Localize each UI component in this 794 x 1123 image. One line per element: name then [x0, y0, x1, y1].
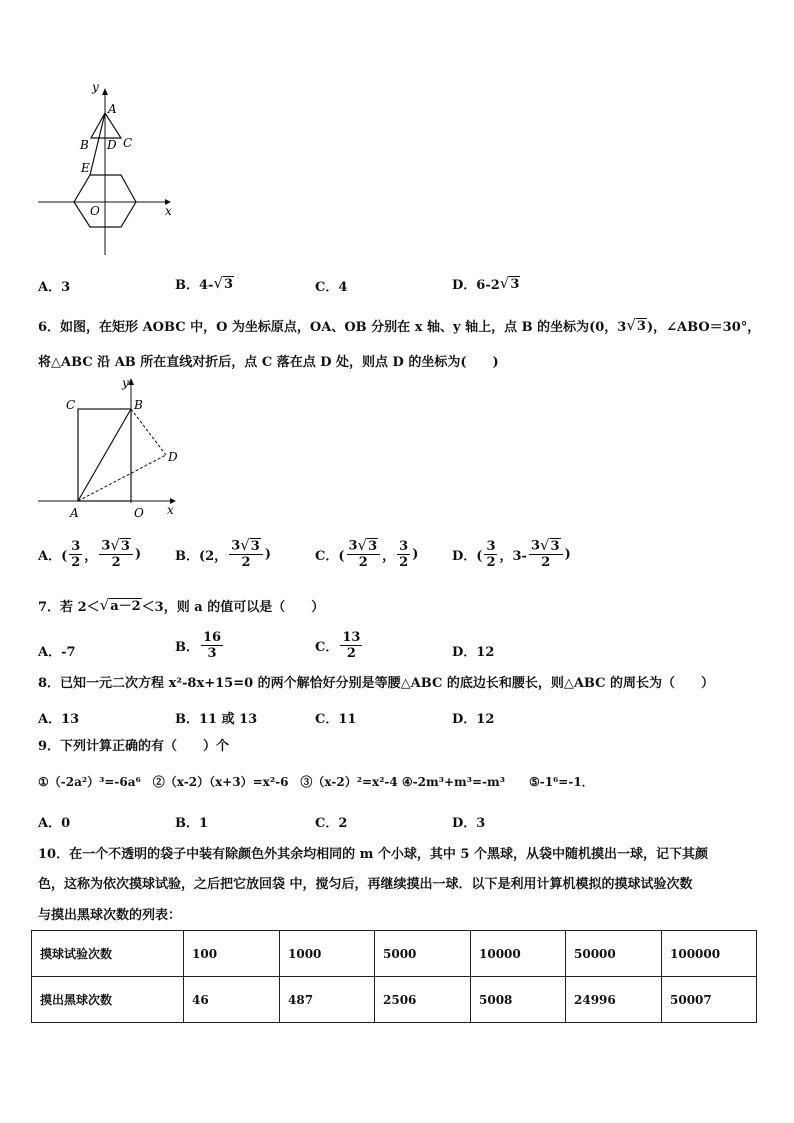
q6-stem-line1: 6．如图，在矩形 AOBC 中，O 为坐标原点，OA、OB 分别在 x 轴、y 轴上，点 B 的坐标为(0，3 √ 3 )，∠ABO＝30°， [38, 315, 761, 335]
table-row [32, 977, 757, 1023]
diagonal-ab [78, 409, 131, 501]
q6-figure [30, 375, 190, 525]
q5-option-b[interactable]: B．4- √ 3 [175, 273, 234, 293]
fraction: 3 √ 3 2 [229, 538, 263, 570]
q6-option-c[interactable]: C．( 3 √ 3 2 ， $\frac{3}{2}$ ) [315, 536, 419, 570]
q8-option-a[interactable]: A．13 [38, 712, 80, 727]
q8-option-d[interactable]: D．12 [452, 712, 495, 727]
q9-option-b[interactable]: B．1 [175, 816, 209, 831]
table-cell: 5008 [471, 977, 566, 1023]
table-cell: 46 [184, 977, 280, 1023]
sqrt: √ a－2 [99, 595, 141, 614]
label-o: O [134, 506, 144, 520]
table-cell: 5000 [375, 931, 471, 977]
q10-stem-line3: 与摸出黑球次数的列表： [38, 908, 182, 923]
q5-option-a[interactable]: A．3 [38, 280, 71, 295]
table-row [32, 931, 757, 977]
table-cell: 100000 [662, 931, 757, 977]
label-c: C [66, 398, 76, 412]
label-b: B [134, 398, 143, 412]
label-y: y [92, 80, 99, 94]
label-d: D [168, 450, 178, 464]
q8-stem: 8．已知一元二次方程 x²-8x+15=0 的两个解恰好分别是等腰△ABC 的底边长和腰长，则△ABC 的周长为（ ） [38, 676, 715, 691]
table-cell: 摸出黑球次数 [32, 977, 184, 1023]
table-cell: 2506 [375, 977, 471, 1023]
q7-stem: 7．若 2＜ √ a－2 ＜3，则 a 的值可以是（ ） [38, 595, 325, 615]
table-cell: 摸球试验次数 [32, 931, 184, 977]
q9-stem: 9．下列计算正确的有（ ）个 [38, 739, 230, 754]
table-cell: 24996 [566, 977, 662, 1023]
label-y: y [122, 376, 129, 390]
q6-option-d[interactable]: D．( $\frac{3}{2}$ ，3- 3 √ 3 2 ) [452, 536, 571, 570]
q6-option-b[interactable]: B．(2， 3 √ 3 2 ) [175, 536, 271, 570]
q9-option-d[interactable]: D．3 [452, 816, 486, 831]
label-b: B [80, 138, 89, 152]
label-o: O [90, 204, 100, 218]
label-e: E [81, 161, 90, 175]
table-cell: 100 [184, 931, 280, 977]
q5-option-d[interactable]: D．6-2 √ 3 [452, 273, 520, 293]
fraction: 3 √ 3 2 [529, 538, 563, 570]
triangle-abc [91, 113, 121, 138]
label-a: A [70, 506, 79, 520]
label-c: C [123, 136, 133, 150]
q10-table [31, 930, 757, 1023]
label-x: x [167, 503, 174, 517]
q7-option-c[interactable]: C． $\frac{13}{2}$ [315, 630, 361, 661]
q6-option-a[interactable]: A．( $\frac{3}{2}$ ， 3 √ 3 2 ) [38, 536, 142, 570]
y-axis-arrow [102, 88, 108, 95]
label-d: D [107, 138, 117, 152]
table-cell: 50000 [566, 931, 662, 977]
q8-option-b[interactable]: B．11 或 13 [175, 712, 258, 727]
table-cell: 487 [280, 977, 375, 1023]
table-cell: 10000 [471, 931, 566, 977]
sqrt: √ 3 [213, 273, 234, 292]
fraction: $\frac{16}{3}$ [203, 630, 222, 661]
table-cell: 50007 [662, 977, 757, 1023]
segment-ae [90, 113, 105, 175]
q9-option-c[interactable]: C．2 [315, 816, 348, 831]
q7-option-b[interactable]: B． $\frac{16}{3}$ [175, 630, 222, 661]
fraction: $\frac{3}{2}$ [399, 538, 409, 570]
sqrt: √ 3 [499, 273, 520, 292]
q10-stem-line2: 色，这称为依次摸球试验，之后把它放回袋 中，搅匀后，再继续摸出一球．以下是利用计算机模拟的摸球试验次数 [38, 877, 693, 892]
q8-option-c[interactable]: C．11 [315, 712, 357, 727]
q9-option-a[interactable]: A．0 [38, 816, 71, 831]
fraction: $\frac{3}{2}$ [71, 538, 81, 570]
table-cell: 1000 [280, 931, 375, 977]
q5-option-c[interactable]: C．4 [315, 280, 348, 295]
y-axis-arrow [128, 378, 134, 385]
label-x: x [165, 204, 172, 218]
q6-stem-line2: 将△ABC 沿 AB 所在直线对折后，点 C 落在点 D 处，则点 D 的坐标为( ) [38, 355, 499, 370]
q7-option-a[interactable]: A．-7 [38, 645, 76, 660]
q9-items: ①（-2a²）³=-6a⁶ ②（x-2）（x+3）=x²-6 ③（x-2）²=x²-4 ④-2m³+m³=-m³ ⑤-1⁶=-1． [38, 775, 594, 789]
label-a: A [108, 102, 117, 116]
segment-bd [131, 409, 166, 455]
fraction: $\frac{3}{2}$ [486, 538, 496, 570]
q10-stem-line1: 10．在一个不透明的袋子中装有除颜色外其余均相同的 m 个小球，其中 5 个黑球，从袋中随机摸出一球，记下其颜 [38, 847, 708, 862]
fraction: 3 √ 3 2 [99, 538, 133, 570]
sqrt: √ 3 [626, 315, 646, 334]
fraction: $\frac{13}{2}$ [342, 630, 361, 661]
fraction: 3 √ 3 2 [347, 538, 381, 570]
q7-option-d[interactable]: D．12 [452, 645, 495, 660]
q5-figure [30, 75, 190, 265]
